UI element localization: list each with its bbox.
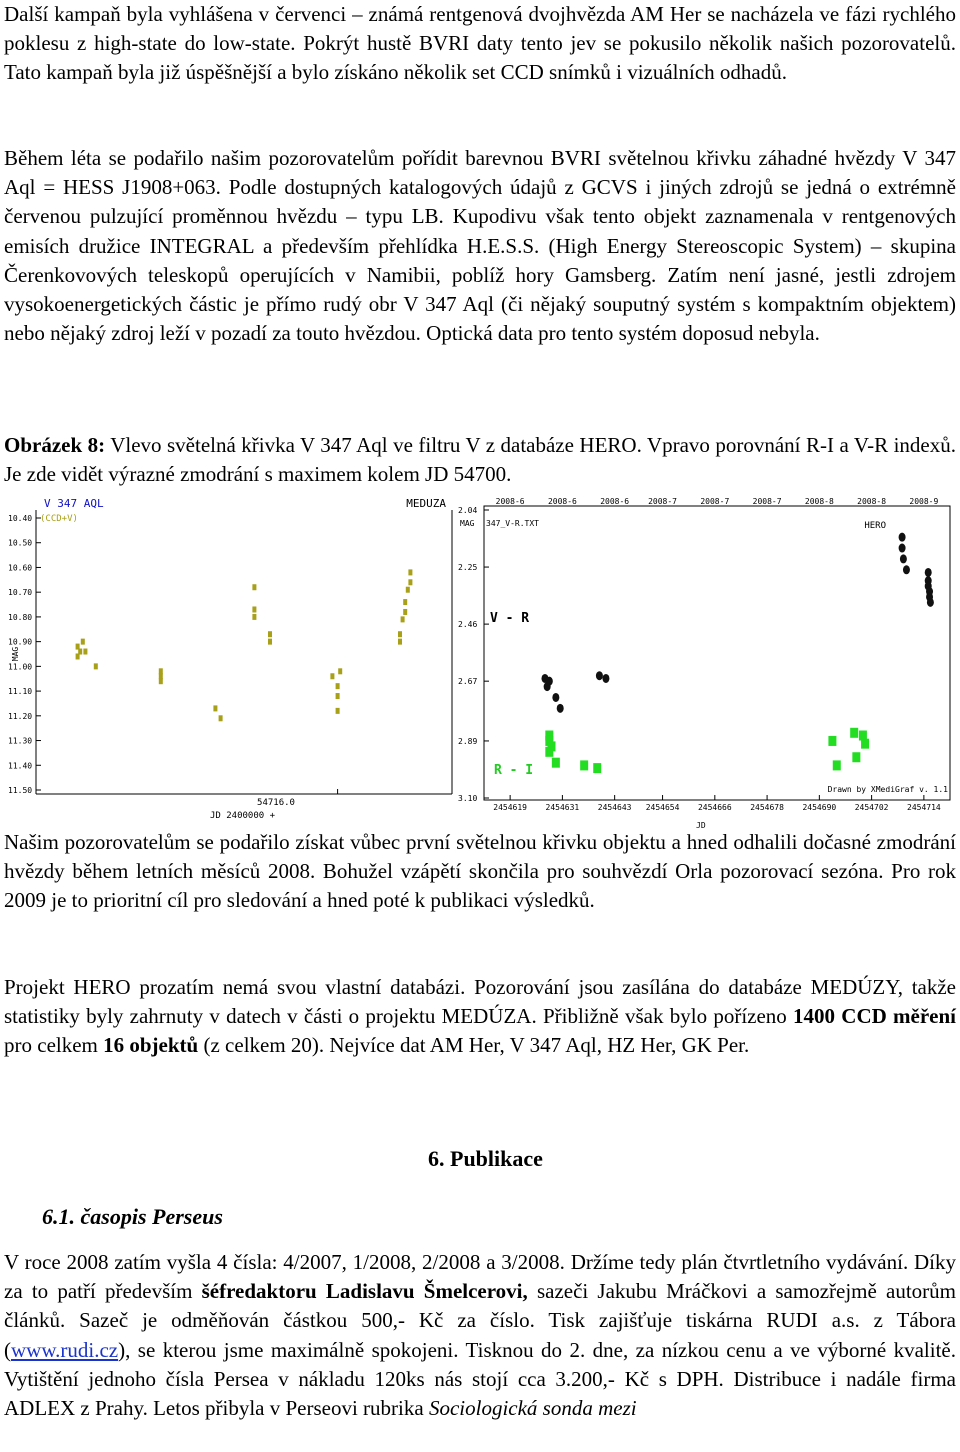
y-tick-label: 10.70 (8, 588, 33, 598)
chart-left-legend: (CCD+V) (40, 514, 78, 524)
caption-text: Vlevo světelná křivka V 347 Aql ve filtru V z databáze HERO. Vpravo porovnání R-I a V-R indexů. Je zde vidět výrazné zmodrání s maximem kolem JD 54700. (4, 433, 956, 487)
data-point (76, 653, 80, 659)
data-point (159, 678, 163, 684)
rudi-link[interactable]: www.rudi.cz (11, 1337, 119, 1362)
chapter-heading: 6. Publikace (428, 1146, 543, 1171)
perseus-editor: šéfredaktoru Ladislavu Šmelcerovi, (201, 1279, 528, 1304)
hero-object-count: 16 objektů (103, 1033, 199, 1058)
data-point-v-r (899, 544, 906, 553)
y-tick-label: 11.20 (8, 711, 33, 721)
data-point (330, 673, 334, 679)
data-point-v-r (903, 565, 910, 574)
top-date-label: 2008-8 (804, 497, 834, 506)
y-tick-label: 2.46 (458, 620, 478, 630)
x-tick-label: 2454619 (493, 803, 527, 812)
chart-right-ylabel: MAG (460, 519, 475, 528)
light-curve-svg (6, 494, 456, 824)
data-point-v-r (602, 674, 609, 683)
data-point (268, 631, 272, 637)
y-tick-label: 11.40 (8, 761, 33, 771)
data-point (252, 606, 256, 612)
chart-left-points (76, 569, 413, 721)
x-tick-label: 2454678 (750, 803, 784, 812)
data-point-r-i (552, 758, 560, 768)
paragraph-perseus (4, 1248, 956, 1423)
data-point (268, 639, 272, 645)
top-date-label: 2008-8 (857, 497, 887, 506)
x-tick-label: 2454702 (854, 803, 889, 812)
top-date-label: 2008-6 (600, 497, 630, 506)
data-point (398, 631, 402, 637)
x-tick-label: 2454654 (645, 803, 680, 812)
chart-left-corner-label: MEDUZA (406, 497, 446, 510)
chart-left-ylabel: MAG (11, 646, 20, 662)
paragraph-v347-aql: Během léta se podařilo našim pozorovatelům pořídit barevnou BVRI světelnou křivku záhadné hvězdy V 347 Aql = HESS J1908+063. Podle dostupných katalogových údajů z GCVS i jiných zdrojů se jedná o extrémně červenou pulzující proměnnou hvězdu – typu LB. Kupodivu však tento objekt zaznamenala v rentgenových emisích družice INTEGRAL a především přehlídka H.E.S.S. (High Energy Stereoscopic System) – skupina Čerenkovových teleskopů operujících v Namibii, poblíž hory Gamsberg. Zatím není jasné, jestli zdrojem vysokoenergetických částic je přímo rudý obr V 347 Aql (či nějaký souputný systém s kompaktním objektem) nebo nějaký zdroj leží v pozadí za touto hvězdou. Optická data pro tento systém doposud nebyla. (4, 146, 956, 346)
data-point (403, 609, 407, 615)
caption-label: Obrázek 8: (4, 433, 106, 457)
perseus-text-c: sazeči Jakubu Mráčkovi a samozřejmě autorům článků. Sazeč je odměňován částkou 500,- Kč za číslo. Tisk zajišťuje tiskárna RUDI a.s. z Tábora ( (4, 1279, 956, 1362)
data-point (336, 693, 340, 699)
hero-text-d: (z celkem 20). Nejvíce dat AM Her, V 347 Aql, HZ Her, GK Per. (198, 1033, 750, 1058)
data-point-r-i (828, 736, 836, 746)
color-index-svg (456, 494, 954, 830)
y-tick-label: 10.80 (8, 612, 33, 622)
data-point-r-i (580, 760, 588, 770)
chart-right-x-ticks (493, 795, 941, 812)
y-tick-label: 2.89 (458, 736, 478, 746)
y-tick-label: 11.10 (8, 687, 33, 697)
data-point-r-i (852, 752, 860, 762)
data-point-v-r (927, 598, 934, 607)
top-date-label: 2008-6 (495, 497, 525, 506)
chart-right-plot-area (484, 506, 950, 800)
x-tick-label: 2454714 (907, 803, 941, 812)
top-date-label: 2008-6 (547, 497, 577, 506)
chart-right-top-dates (496, 497, 939, 506)
perseus-text-e: Sociologická sonda mezi (428, 1396, 637, 1421)
data-point-v-r (899, 533, 906, 542)
data-point-r-i (850, 728, 858, 738)
data-point-v-r (900, 554, 907, 563)
chart-right-credit: Drawn by XMediGraf v. 1.1 (827, 785, 948, 794)
light-curve-chart (6, 494, 456, 824)
data-point (213, 705, 217, 711)
top-date-label: 2008-9 (909, 497, 939, 506)
chart-left-y-ticks (8, 514, 338, 795)
chart-left-title: V 347 AQL (44, 497, 104, 510)
data-point (401, 616, 405, 622)
data-point-v-r (557, 704, 564, 713)
top-date-label: 2008-7 (752, 497, 782, 506)
color-index-chart (456, 494, 954, 830)
data-point-r-i (593, 763, 601, 773)
y-tick-label: 11.50 (8, 786, 33, 795)
data-point (81, 639, 85, 645)
y-tick-label: 11.00 (8, 662, 33, 672)
y-tick-label: 10.90 (8, 637, 33, 647)
chart-right-points (541, 533, 933, 773)
data-point (338, 668, 342, 674)
hero-text-c: pro celkem (4, 1033, 104, 1058)
data-point-v-r (596, 671, 603, 680)
y-tick-label: 10.40 (8, 514, 33, 523)
top-date-label: 2008-7 (700, 497, 730, 506)
perseus-text-d: ), se kterou jsme maximálně spokojeni. Tisknou do 2. dne, za nízkou cenu a ve výborné kvalitě. Vytištění jednoho čísla Persea v nákladu 120ks nás stojí cca 3.200,- Kč s DPH. Distribuce i nadále firma ADLEX z Prahy. Letos přibyla v Perseovi rubrika (4, 1337, 956, 1421)
y-tick-label: 2.04 (458, 506, 478, 515)
data-point (336, 683, 340, 689)
series-label-r-i: R - I (494, 763, 534, 778)
data-point-v-r (552, 693, 559, 702)
perseus-text-a: V roce 2008 zatím vyšla 4 čísla: 4/2007, 1/2008, 2/2008 a 3/2008. Držíme tedy plán čtvrtletního vydávání. Díky za to patří především (4, 1250, 956, 1304)
data-point-v-r (546, 677, 553, 686)
chart-left-x-tick-label: 54716.0 (257, 798, 295, 808)
x-tick-label: 2454643 (597, 803, 632, 812)
y-tick-label: 2.67 (458, 677, 478, 687)
data-point (406, 587, 410, 593)
chart-right-xlabel: JD (696, 821, 706, 830)
chart-left-xlabel: JD 2400000 + (210, 811, 276, 821)
figure-caption (4, 431, 956, 489)
data-point-r-i (833, 760, 841, 770)
x-tick-label: 2454666 (697, 803, 732, 812)
data-point (219, 715, 223, 721)
data-point-v-r (925, 568, 932, 577)
section-heading: 6.1. časopis Perseus (42, 1204, 223, 1229)
paragraph-first-light-curve: Našim pozorovatelům se podařilo získat vůbec první světelnou křivku objektu a hned odhalili dočasné zmodrání hvězdy během letních měsíců 2008. Bohužel vzápětí skončila pro souhvězdí Orla pozorovací sezóna. Pro rok 2009 je to prioritní cíl pro sledování a hned poté k publikaci výsledků. (4, 830, 956, 913)
data-point (408, 569, 412, 575)
y-tick-label: 11.30 (8, 736, 33, 746)
y-tick-label: 10.60 (8, 563, 33, 573)
y-tick-label: 10.50 (8, 538, 33, 548)
chart-right-file-label: 347_V-R.TXT (486, 519, 539, 528)
data-point (408, 579, 412, 585)
series-label-v-r: V - R (490, 611, 530, 626)
data-point-r-i (861, 739, 869, 749)
data-point (252, 614, 256, 620)
hero-text-a: Projekt HERO prozatím nemá svou vlastní databázi. Pozorování jsou zasílána do databáze MEDÚZY, takže statistiky byly zahrnuty v datech v části o projektu MEDÚZA. Přibližně však bylo pořízeno (4, 975, 956, 1029)
y-tick-label: 2.25 (458, 563, 478, 573)
data-point (403, 599, 407, 605)
paragraph-hero-database (4, 973, 956, 1061)
data-point (94, 663, 98, 669)
data-point-r-i (545, 747, 553, 757)
paragraph-campaign-am-her: Další kampaň byla vyhlášena v červenci – známá rentgenová dvojhvězda AM Her se nacházela ve fázi rychlého poklesu z high-state do low-state. Pokrýt hustě BVRI daty tento jev se pokusilo několik našich pozorovatelů. Tato kampaň byla již úspěšnější a bylo získáno několik set CCD snímků i vizuálních odhadů. (4, 2, 956, 85)
y-tick-label: 3.10 (458, 794, 478, 803)
x-tick-label: 2454690 (802, 803, 837, 812)
data-point (336, 708, 340, 714)
data-point (252, 584, 256, 590)
chart-right-corner-label: HERO (864, 521, 886, 531)
top-date-label: 2008-7 (648, 497, 678, 506)
data-point (83, 649, 87, 655)
hero-ccd-count: 1400 CCD měření (793, 1004, 957, 1029)
x-tick-label: 2454631 (545, 803, 580, 812)
data-point (398, 639, 402, 645)
